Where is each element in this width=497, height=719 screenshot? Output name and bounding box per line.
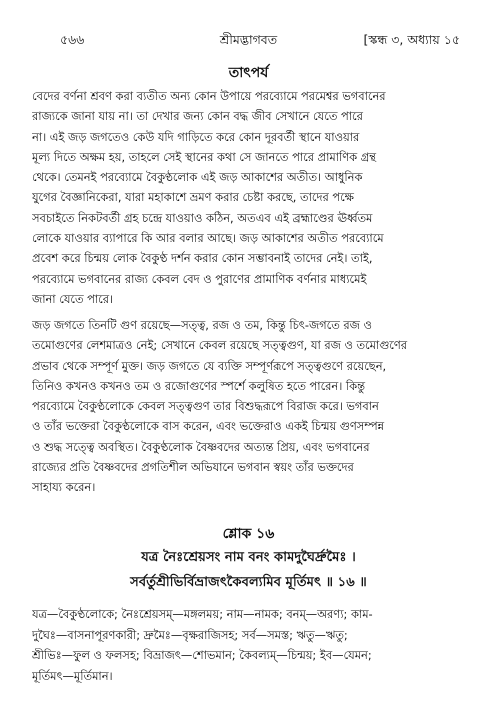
text-line: প্রভাব থেকে সম্পূর্ণ মুক্ত। জড় জগতে যে ব্যক্তি সম্পূর্ণরূপে সত্ত্বগুণে রয়েছেন, bbox=[32, 358, 387, 373]
verse-line-2: সর্বর্তুশ্রীভির্বিভ্রাজৎকৈবল্যমিব মূর্তিমৎ ॥ ১৬ ॥ bbox=[130, 575, 367, 590]
verse-heading: শ্লোক ১৬ bbox=[222, 526, 275, 542]
purport-paragraph-1 bbox=[32, 86, 472, 309]
text-line: না। এই জড় জগতেও কেউ যদি গাড়িতে করে কোন দূরবর্তী স্থানে যাওয়ার bbox=[32, 129, 360, 144]
page-number: ৫৬৬ bbox=[60, 32, 85, 47]
text-line: সাহায্য করেন। bbox=[32, 480, 96, 495]
book-title: শ্রীমদ্ভাগবত bbox=[219, 32, 278, 47]
text-line: লোকে যাওয়ার ব্যাপারে কি আর বলার আছে। জড় আকাশের অতীত পরব্যোমে bbox=[32, 231, 384, 246]
text-line: সবচাইতে নিকটবর্তী গ্রহ চন্দ্রে যাওয়াও কঠিন, অতএব এই ব্রহ্মাণ্ডের ঊর্ধ্বতম bbox=[32, 210, 373, 225]
text-line: জড় জগতে তিনটি গুণ রয়েছে—সত্ত্ব, রজ ও তম, কিন্তু চিৎ-জগতে রজ ও bbox=[32, 318, 372, 332]
text-line: তমোগুণের লেশমাত্রও নেই; সেখানে কেবল রয়েছে সত্ত্বগুণ, যা রজ ও তমোগুণের bbox=[32, 338, 408, 353]
text-line: ও তাঁর ভক্তেরা বৈকুণ্ঠলোকে বাস করেন, এবং ভক্তেরাও একই চিন্ময় গুণসম্পন্ন bbox=[32, 419, 385, 434]
synonym-line: শ্রীভিঃ—ফুল ও ফলসহ; বিভ্রাজৎ—শোভমান; কৈবল্যম্—চিন্ময়; ইব—যেমন; bbox=[32, 648, 372, 663]
text-line: তিনিও কখনও কখনও তম ও রজোগুণের স্পর্শে কলুষিত হতে পারেন। কিন্তু bbox=[32, 378, 366, 393]
text-line: রাজ্যের প্রতি বৈষ্ণবদের প্রগতিশীল অভিযানে ভগবান স্বয়ং তাঁর ভক্তদের bbox=[32, 460, 354, 475]
text-line: পরব্যোমে বৈকুণ্ঠলোকে কেবল সত্ত্বগুণ তার বিশুদ্ধরূপে বিরাজ করে। ভগবান bbox=[32, 399, 379, 414]
canto-chapter-label: [স্কন্ধ ৩, অধ্যায় ১৫ bbox=[363, 32, 460, 47]
purport-heading: তাৎপর্য bbox=[228, 65, 269, 81]
synonym-line: যত্র—বৈকুণ্ঠলোকে; নৈঃশ্রেয়সম্—মঙ্গলময়; নাম—নামক; বনম্—অরণ্য; কাম- bbox=[32, 607, 373, 621]
text-line: থেকে। তেমনই পরব্যোমে বৈকুণ্ঠলোক এই জড় আকাশের অতীত। আধুনিক bbox=[32, 170, 363, 185]
word-meanings bbox=[32, 604, 472, 686]
text-line: যুগের বৈজ্ঞানিকেরা, যারা মহাকাশে ভ্রমণ করার চেষ্টা করছে, তাদের পক্ষে bbox=[32, 190, 354, 205]
text-line: বেদের বর্ণনা শ্রবণ করা ব্যতীত অন্য কোন উপায়ে পরব্যোমে পরমেশ্বর ভগবানের bbox=[32, 89, 386, 103]
verse-line-1: যত্র নৈঃশ্রেয়সং নাম বনং কামদুঘৈর্দ্রুমৈঃ । bbox=[141, 550, 356, 565]
text-line: ও শুদ্ধ সত্ত্বে অবস্থিত। বৈকুণ্ঠলোক বৈষ্ণবদের অত্যন্ত প্রিয়, এবং ভগবানের bbox=[32, 439, 370, 454]
synonym-line: দুঘৈঃ—বাসনাপূরণকারী; দ্রুমৈঃ—বৃক্ষরাজিসহ; সর্ব—সমস্ত; ঋতু—ঋতু; bbox=[32, 627, 348, 642]
text-line: প্রবেশ করে চিন্ময় লোক বৈকুণ্ঠ দর্শন করার কোন সম্ভাবনাই তাদের নেই। তাই, bbox=[32, 251, 373, 266]
text-line: মূল্য দিতে অক্ষম হয়, তাহলে সেই স্থানের কথা সে জানতে পারে প্রামাণিক গ্রন্থ bbox=[32, 149, 377, 164]
text-line: রাজ্যকে জানা যায় না। তা দেখার জন্য কোন বদ্ধ জীব সেখানে যেতে পারে bbox=[32, 109, 363, 124]
purport-paragraph-2 bbox=[32, 315, 472, 498]
text-line: পরব্যোমে ভগবানের রাজ্য কেবল বেদ ও পুরাণের প্রামাণিক বর্ণনার মাধ্যমেই bbox=[32, 271, 367, 286]
synonym-line: মূর্তিমৎ—মূর্তিমান। bbox=[32, 668, 113, 683]
text-line: জানা যেতে পারে। bbox=[32, 291, 114, 306]
